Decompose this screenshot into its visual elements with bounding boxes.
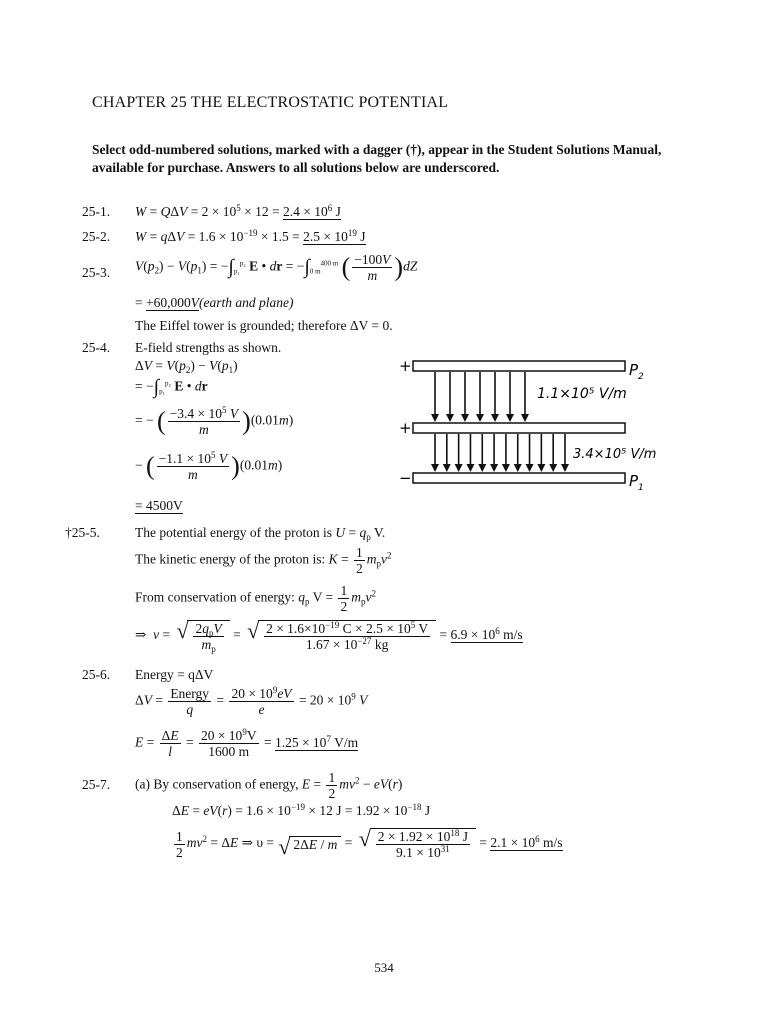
label-p1: $P_1$ bbox=[629, 472, 644, 493]
equation: = +60,000V(earth and plane) bbox=[135, 295, 294, 310]
field-arrow-head bbox=[506, 414, 514, 422]
problem-number: 25-2. bbox=[82, 229, 111, 244]
equation: $W = q\Delta V = 1.6 \times 10^{-19} \times 1.5 = 2.5 \times 10^{19}$ J bbox=[135, 228, 366, 244]
field-arrow-head bbox=[549, 464, 557, 472]
text-line: The kinetic energy of the proton is: K = $\frac{1}{2}$ $m_pv^2$ bbox=[135, 545, 392, 576]
plate-middle bbox=[413, 423, 625, 433]
equation: $\Delta E = eV(r) = 1.6 \times 10^{-19} \times 12$ $J = 1.92 \times 10^{-18}$ J bbox=[172, 802, 431, 818]
sign-bottom: − bbox=[399, 469, 412, 487]
eq-note: (earth and plane) bbox=[199, 295, 294, 310]
equation: E = $\frac{\Delta E}{l}$ = $\frac{20 \times 10^9V}{1600 m}$ = $1.25 \times 10^7$ V/m bbox=[135, 727, 359, 759]
intro-note: Select odd-numbered solutions, marked with a dagger (†), appear in the Student Solutions Manual, available for purchase. Answers to all solutions below are underscored. bbox=[92, 142, 662, 175]
problem-number: 25-4. bbox=[82, 340, 111, 355]
text-line: (a) By conservation of energy, E = $\frac{1}{2}$ $mv^2 - eV(r)$ bbox=[135, 770, 403, 801]
text-line: E-field strengths as shown. bbox=[135, 340, 282, 355]
plate-top bbox=[413, 361, 625, 371]
field-arrow-head bbox=[491, 414, 499, 422]
problem-number: 25-1. bbox=[82, 204, 111, 219]
problem-number: †25-5. bbox=[65, 525, 100, 540]
field-arrow-head bbox=[431, 414, 439, 422]
text-line: The potential energy of the proton is $U = q_p$ V. bbox=[135, 525, 386, 542]
answer: = 4500V bbox=[135, 498, 183, 513]
text-line: Energy = qΔV bbox=[135, 667, 214, 682]
field-arrow-head bbox=[476, 414, 484, 422]
field-arrow-head bbox=[446, 414, 454, 422]
problem-number: 25-3. bbox=[82, 265, 111, 280]
chapter-title: CHAPTER 25 THE ELECTROSTATIC POTENTIAL bbox=[92, 94, 449, 111]
field-arrow-head bbox=[466, 464, 474, 472]
equation: ΔV = $\frac{\text{Energy}}{q}$ = $\frac{20 \times 10^9eV}{e}$ = $20 \times 10^9$ V bbox=[135, 685, 368, 717]
field-label-top: 1.1×10⁵ V/m bbox=[537, 386, 627, 402]
equation: $\Delta V = V(p_2) - V(p_1)$ bbox=[135, 358, 238, 375]
equation: $W = Q\Delta V = 2 \times 10^5 \times 12 = 2.4 \times 10^6$ J bbox=[135, 203, 341, 219]
field-arrow-head bbox=[478, 464, 486, 472]
label-p2: $P_2$ bbox=[629, 361, 644, 382]
field-arrow-head bbox=[521, 414, 529, 422]
sign-middle: + bbox=[399, 419, 412, 437]
problem-number: 25-6. bbox=[82, 667, 111, 682]
equation: $V(p_2) - V(p_1) = -\int_{p_1}^{p_2}$ E • dr = $-\int_{0 m}^{400 m}$ ( $\frac{-100V}{m}$ )dZ bbox=[135, 252, 418, 283]
field-arrow-head bbox=[461, 414, 469, 422]
page-number: 534 bbox=[374, 960, 394, 975]
field-arrow-head bbox=[490, 464, 498, 472]
text-line: From conservation of energy: $q_p$ V = $\frac{1}{2}$ $m_pv^2$ bbox=[135, 583, 376, 614]
equation: = $-\int_{p_1}^{p_2}$ E • dr bbox=[135, 376, 208, 398]
field-arrow-head bbox=[455, 464, 463, 472]
field-arrows-top bbox=[431, 372, 529, 422]
equation: ⇒ v = √ $\frac{2q_pV}{m_p}$ = √ $\frac{2 \times 1.6\times 10^{-19} C \times 2.5 \times 10^5 V}{1.67 \times 10^{-27} kg}$ = $6.9 \times 10^6$ m/s bbox=[135, 620, 523, 652]
field-arrow-head bbox=[561, 464, 569, 472]
field-arrows-bottom bbox=[431, 434, 569, 472]
field-arrow-head bbox=[514, 464, 522, 472]
field-diagram bbox=[395, 355, 665, 495]
equation: − ( $\frac{-1.1 \times 10^5 V}{m}$ )(0.01m) bbox=[135, 450, 283, 482]
field-arrow-head bbox=[443, 464, 451, 472]
problem-number: 25-7. bbox=[82, 777, 111, 792]
equation: $\frac{1}{2}$ $mv^2 = \Delta E$ ⇒ υ = √ 2ΔE / m = √ $\frac{2 \times 1.92 \times 10^{18} J}{9.1 \times 10^{31}}$ = $2.1 \times 10^6$ m/s bbox=[172, 828, 563, 860]
field-label-bottom: 3.4×10⁵ V/m bbox=[573, 447, 657, 462]
field-arrow-head bbox=[502, 464, 510, 472]
field-arrow-head bbox=[537, 464, 545, 472]
field-arrow-head bbox=[526, 464, 534, 472]
equation: = − ( $\frac{-3.4 \times 10^5 V}{m}$ )(0.01m) bbox=[135, 405, 294, 437]
text-line: The Eiffel tower is grounded; therefore ΔV = 0. bbox=[135, 318, 393, 333]
plate-bottom bbox=[413, 473, 625, 483]
sign-top: + bbox=[399, 357, 412, 375]
field-arrow-head bbox=[431, 464, 439, 472]
